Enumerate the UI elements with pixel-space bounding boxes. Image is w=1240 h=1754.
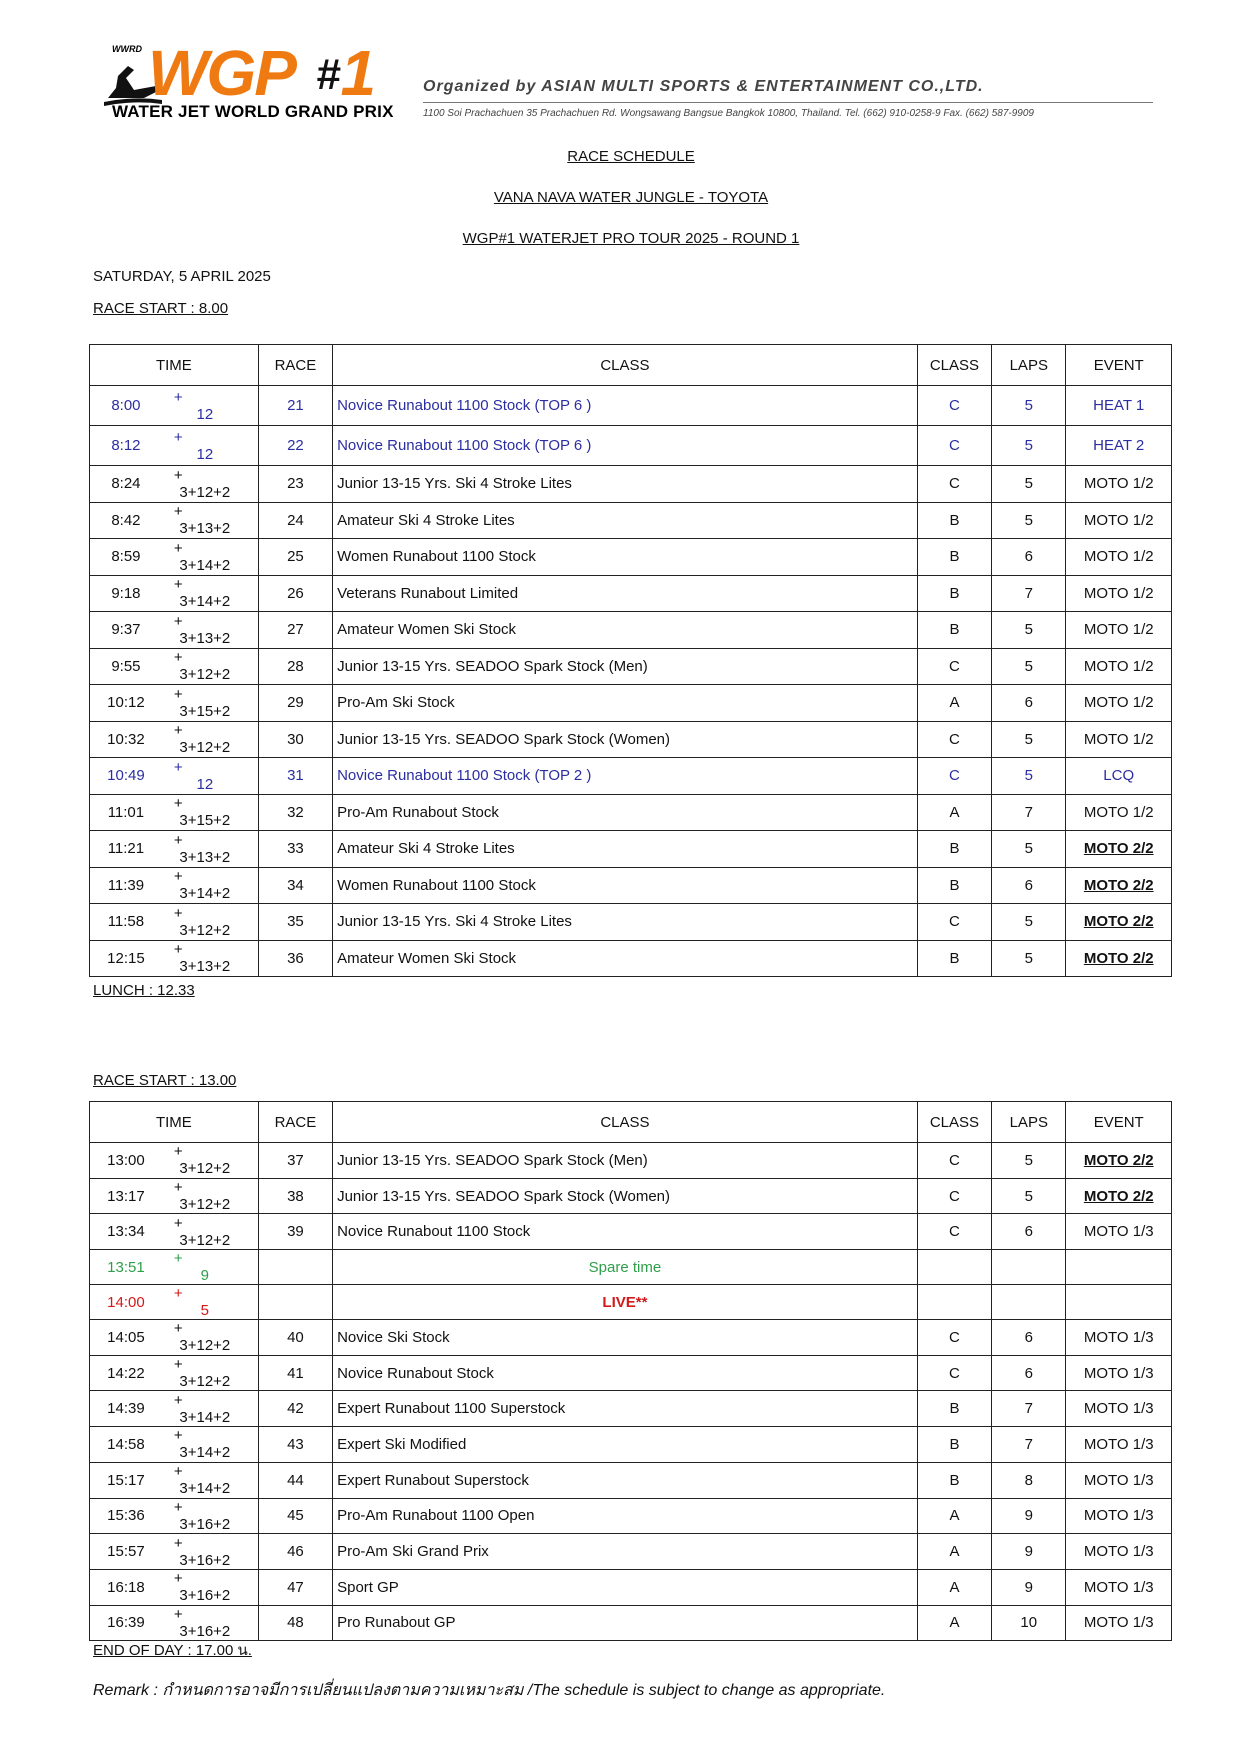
table-row (90, 904, 1172, 941)
cell-laps: 6 (992, 1320, 1066, 1356)
cell-event: MOTO 1/2 (1066, 502, 1172, 539)
cell-event: MOTO 2/2 (1066, 1178, 1172, 1214)
cell-class-code: A (917, 794, 991, 831)
cell-laps (992, 1250, 1066, 1285)
cell-race (258, 1250, 332, 1285)
cell-event (1066, 1250, 1172, 1285)
cell-laps: 9 (992, 1534, 1066, 1570)
cell-duration: +12 (162, 386, 258, 426)
logo-subtitle: WATER JET WORLD GRAND PRIX (112, 102, 394, 121)
cell-event: MOTO 1/2 (1066, 721, 1172, 758)
table-row (90, 1534, 1172, 1570)
cell-laps: 6 (992, 539, 1066, 576)
cell-class: Expert Runabout 1100 Superstock (333, 1391, 918, 1427)
cell-class: Junior 13-15 Yrs. Ski 4 Stroke Lites (333, 466, 918, 503)
cell-laps: 10 (992, 1605, 1066, 1641)
cell-laps: 5 (992, 612, 1066, 649)
cell-time: 12:15 (90, 940, 162, 977)
cell-race: 27 (258, 612, 332, 649)
cell-class-code: A (917, 1534, 991, 1570)
col-time: TIME (90, 345, 259, 386)
cell-laps: 5 (992, 466, 1066, 503)
cell-race: 25 (258, 539, 332, 576)
table-row (90, 648, 1172, 685)
cell-laps: 8 (992, 1462, 1066, 1498)
title-tour: WGP#1 WATERJET PRO TOUR 2025 - ROUND 1 (462, 230, 800, 247)
table-row (90, 758, 1172, 795)
cell-laps: 6 (992, 1355, 1066, 1391)
cell-class-code: C (917, 648, 991, 685)
table-row (90, 867, 1172, 904)
cell-class: Women Runabout 1100 Stock (333, 867, 918, 904)
cell-event: MOTO 1/2 (1066, 612, 1172, 649)
cell-event (1066, 1285, 1172, 1320)
cell-time: 13:00 (90, 1143, 162, 1179)
cell-class: Pro-Am Runabout 1100 Open (333, 1498, 918, 1534)
cell-laps: 5 (992, 904, 1066, 941)
cell-laps: 7 (992, 794, 1066, 831)
cell-class-note: LIVE** (333, 1285, 918, 1320)
cell-laps: 5 (992, 1178, 1066, 1214)
cell-event: MOTO 1/3 (1066, 1605, 1172, 1641)
cell-race: 37 (258, 1143, 332, 1179)
cell-class: Pro-Am Ski Stock (333, 685, 918, 722)
cell-class-code: C (917, 904, 991, 941)
cell-race: 34 (258, 867, 332, 904)
cell-class: Pro-Am Ski Grand Prix (333, 1534, 918, 1570)
cell-event: MOTO 1/3 (1066, 1427, 1172, 1463)
cell-event: MOTO 1/3 (1066, 1569, 1172, 1605)
cell-class: Novice Ski Stock (333, 1320, 918, 1356)
cell-laps (992, 1285, 1066, 1320)
cell-class-code: B (917, 1427, 991, 1463)
cell-race: 47 (258, 1569, 332, 1605)
cell-duration: +3+12+2 (162, 466, 258, 503)
cell-race: 24 (258, 502, 332, 539)
table-row (90, 721, 1172, 758)
cell-time: 9:18 (90, 575, 162, 612)
cell-laps: 5 (992, 426, 1066, 466)
cell-time: 10:12 (90, 685, 162, 722)
cell-race: 32 (258, 794, 332, 831)
cell-class-code: B (917, 539, 991, 576)
cell-race: 31 (258, 758, 332, 795)
cell-time: 10:49 (90, 758, 162, 795)
cell-time: 15:17 (90, 1462, 162, 1498)
table-row (90, 502, 1172, 539)
cell-class: Pro-Am Runabout Stock (333, 794, 918, 831)
cell-duration: +3+12+2 (162, 1214, 258, 1250)
cell-duration: +3+14+2 (162, 539, 258, 576)
table-row (90, 831, 1172, 868)
cell-duration: +3+13+2 (162, 612, 258, 649)
organizer-text: Organized by ASIAN MULTI SPORTS & ENTERTAINMENT CO.,LTD. (423, 78, 984, 95)
schedule-table-afternoon (89, 1101, 1172, 1641)
table-row (90, 1214, 1172, 1250)
cell-laps: 5 (992, 1143, 1066, 1179)
cell-duration: +3+12+2 (162, 1178, 258, 1214)
cell-laps: 7 (992, 1391, 1066, 1427)
cell-class: Amateur Women Ski Stock (333, 612, 918, 649)
cell-race: 40 (258, 1320, 332, 1356)
cell-class-code: C (917, 758, 991, 795)
cell-class-code: B (917, 575, 991, 612)
cell-class-code: C (917, 721, 991, 758)
cell-event: LCQ (1066, 758, 1172, 795)
cell-time: 13:17 (90, 1178, 162, 1214)
cell-class: Novice Runabout 1100 Stock (TOP 6 ) (333, 386, 918, 426)
cell-duration: +9 (162, 1250, 258, 1285)
table-row (90, 1569, 1172, 1605)
cell-race: 43 (258, 1427, 332, 1463)
col-race: RACE (258, 345, 332, 386)
cell-laps: 7 (992, 1427, 1066, 1463)
col-laps: LAPS (992, 345, 1066, 386)
col-class-code: CLASS (917, 345, 991, 386)
cell-event: HEAT 1 (1066, 386, 1172, 426)
cell-time: 15:36 (90, 1498, 162, 1534)
cell-class: Novice Runabout 1100 Stock (333, 1214, 918, 1250)
cell-event: MOTO 2/2 (1066, 867, 1172, 904)
cell-duration: +3+12+2 (162, 1143, 258, 1179)
cell-event: MOTO 1/2 (1066, 539, 1172, 576)
table-row (90, 685, 1172, 722)
cell-class-code: C (917, 466, 991, 503)
cell-class: Junior 13-15 Yrs. SEADOO Spark Stock (Men) (333, 648, 918, 685)
cell-duration: +3+12+2 (162, 904, 258, 941)
cell-duration: +12 (162, 758, 258, 795)
cell-class: Women Runabout 1100 Stock (333, 539, 918, 576)
cell-laps: 5 (992, 940, 1066, 977)
cell-event: MOTO 1/2 (1066, 648, 1172, 685)
table-row (90, 1285, 1172, 1320)
cell-class-code: A (917, 1569, 991, 1605)
cell-event: MOTO 1/3 (1066, 1534, 1172, 1570)
cell-laps: 7 (992, 575, 1066, 612)
cell-duration: +3+14+2 (162, 575, 258, 612)
cell-laps: 5 (992, 386, 1066, 426)
cell-class: Junior 13-15 Yrs. SEADOO Spark Stock (Women) (333, 721, 918, 758)
cell-time: 10:32 (90, 721, 162, 758)
cell-duration: +3+13+2 (162, 940, 258, 977)
cell-duration: +3+14+2 (162, 1462, 258, 1498)
cell-time: 14:05 (90, 1320, 162, 1356)
cell-laps: 6 (992, 1214, 1066, 1250)
cell-event: MOTO 2/2 (1066, 831, 1172, 868)
cell-race: 48 (258, 1605, 332, 1641)
cell-race: 22 (258, 426, 332, 466)
table-header-row (90, 345, 1172, 386)
cell-class-code (917, 1285, 991, 1320)
col-laps: LAPS (992, 1102, 1066, 1143)
cell-race: 35 (258, 904, 332, 941)
cell-time: 15:57 (90, 1534, 162, 1570)
cell-laps: 6 (992, 685, 1066, 722)
cell-race: 29 (258, 685, 332, 722)
col-class-code: CLASS (917, 1102, 991, 1143)
cell-class-code (917, 1250, 991, 1285)
cell-duration: +3+13+2 (162, 831, 258, 868)
table-row (90, 940, 1172, 977)
cell-race: 33 (258, 831, 332, 868)
cell-time: 8:12 (90, 426, 162, 466)
cell-time: 14:39 (90, 1391, 162, 1427)
cell-event: MOTO 1/3 (1066, 1320, 1172, 1356)
cell-class-code: A (917, 1605, 991, 1641)
title-race-schedule: RACE SCHEDULE (567, 148, 695, 165)
cell-duration: +3+12+2 (162, 721, 258, 758)
table-row (90, 426, 1172, 466)
logo-wordmark: WGP (148, 37, 295, 109)
cell-class: Novice Runabout 1100 Stock (TOP 2 ) (333, 758, 918, 795)
table-row (90, 1605, 1172, 1641)
logo-number: #1 (316, 37, 377, 109)
cell-duration: +3+12+2 (162, 648, 258, 685)
cell-laps: 6 (992, 867, 1066, 904)
cell-race: 36 (258, 940, 332, 977)
cell-class-code: C (917, 1178, 991, 1214)
cell-event: MOTO 1/3 (1066, 1355, 1172, 1391)
cell-class: Expert Ski Modified (333, 1427, 918, 1463)
cell-class-code: B (917, 1391, 991, 1427)
cell-duration: +5 (162, 1285, 258, 1320)
col-race: RACE (258, 1102, 332, 1143)
table-row (90, 466, 1172, 503)
cell-event: MOTO 1/2 (1066, 685, 1172, 722)
cell-time: 8:59 (90, 539, 162, 576)
cell-event: MOTO 1/2 (1066, 466, 1172, 503)
race-start-morning: RACE START : 8.00 (93, 300, 229, 317)
cell-duration: +3+16+2 (162, 1498, 258, 1534)
cell-class-code: C (917, 1214, 991, 1250)
cell-class-code: A (917, 685, 991, 722)
table-row (90, 1462, 1172, 1498)
cell-duration: +3+12+2 (162, 1320, 258, 1356)
title-venue: VANA NAVA WATER JUNGLE - TOYOTA (493, 189, 769, 206)
cell-class: Novice Runabout 1100 Stock (TOP 6 ) (333, 426, 918, 466)
cell-race: 30 (258, 721, 332, 758)
cell-class: Sport GP (333, 1569, 918, 1605)
cell-class: Junior 13-15 Yrs. SEADOO Spark Stock (Men) (333, 1143, 918, 1179)
schedule-table-morning (89, 344, 1172, 977)
table-row (90, 794, 1172, 831)
cell-event: HEAT 2 (1066, 426, 1172, 466)
cell-class: Pro Runabout GP (333, 1605, 918, 1641)
cell-time: 13:51 (90, 1250, 162, 1285)
cell-event: MOTO 1/2 (1066, 575, 1172, 612)
cell-time: 11:01 (90, 794, 162, 831)
table-row (90, 1427, 1172, 1463)
cell-time: 8:24 (90, 466, 162, 503)
wgp-logo (104, 37, 404, 124)
cell-duration: +3+12+2 (162, 1355, 258, 1391)
cell-time: 13:34 (90, 1214, 162, 1250)
end-of-day-note: END OF DAY : 17.00 น. (93, 1642, 252, 1659)
col-class: CLASS (333, 345, 918, 386)
cell-class-code: C (917, 386, 991, 426)
cell-race: 42 (258, 1391, 332, 1427)
cell-race: 45 (258, 1498, 332, 1534)
cell-time: 11:39 (90, 867, 162, 904)
table-row (90, 612, 1172, 649)
cell-laps: 9 (992, 1498, 1066, 1534)
cell-class-note: Spare time (333, 1250, 918, 1285)
cell-duration: +3+16+2 (162, 1605, 258, 1641)
cell-duration: +3+16+2 (162, 1569, 258, 1605)
table-row (90, 575, 1172, 612)
cell-time: 14:00 (90, 1285, 162, 1320)
cell-race: 46 (258, 1534, 332, 1570)
cell-race: 38 (258, 1178, 332, 1214)
cell-time: 11:21 (90, 831, 162, 868)
table-row (90, 1143, 1172, 1179)
cell-class: Junior 13-15 Yrs. SEADOO Spark Stock (Women) (333, 1178, 918, 1214)
cell-event: MOTO 2/2 (1066, 904, 1172, 941)
cell-class: Veterans Runabout Limited (333, 575, 918, 612)
table-header-row (90, 1102, 1172, 1143)
table-row (90, 1391, 1172, 1427)
cell-class-code: A (917, 1498, 991, 1534)
cell-class-code: B (917, 940, 991, 977)
cell-class-code: B (917, 612, 991, 649)
cell-class-code: B (917, 867, 991, 904)
col-event: EVENT (1066, 1102, 1172, 1143)
cell-time: 9:55 (90, 648, 162, 685)
logo-tag: WWRD (112, 44, 142, 54)
cell-duration: +3+14+2 (162, 1427, 258, 1463)
race-start-afternoon: RACE START : 13.00 (93, 1072, 237, 1089)
cell-laps: 5 (992, 502, 1066, 539)
remark-note: Remark : กำหนดการอาจมีการเปลี่ยนแปลงตามความเหมาะสม /The schedule is subject to change as appropriate. (93, 1682, 886, 1699)
table-row (90, 1250, 1172, 1285)
cell-duration: +3+14+2 (162, 867, 258, 904)
col-event: EVENT (1066, 345, 1172, 386)
cell-duration: +3+13+2 (162, 502, 258, 539)
cell-laps: 5 (992, 831, 1066, 868)
cell-class-code: B (917, 502, 991, 539)
cell-class-code: C (917, 426, 991, 466)
col-class: CLASS (333, 1102, 918, 1143)
cell-duration: +3+15+2 (162, 685, 258, 722)
cell-race: 26 (258, 575, 332, 612)
cell-class-code: C (917, 1143, 991, 1179)
organizer-address: 1100 Soi Prachachuen 35 Prachachuen Rd. Wongsawang Bangsue Bangkok 10800, Thailand. Tel. (662) 910-0258-9 Fax. (662) 587-9909 (423, 108, 1034, 119)
cell-race: 23 (258, 466, 332, 503)
cell-class: Amateur Women Ski Stock (333, 940, 918, 977)
cell-class-code: B (917, 1462, 991, 1498)
table-row (90, 1498, 1172, 1534)
cell-laps: 9 (992, 1569, 1066, 1605)
col-time: TIME (90, 1102, 259, 1143)
cell-duration: +3+15+2 (162, 794, 258, 831)
cell-event: MOTO 2/2 (1066, 940, 1172, 977)
cell-event: MOTO 1/3 (1066, 1462, 1172, 1498)
cell-race: 39 (258, 1214, 332, 1250)
cell-race: 28 (258, 648, 332, 685)
cell-time: 8:00 (90, 386, 162, 426)
cell-event: MOTO 1/3 (1066, 1498, 1172, 1534)
table-row (90, 1178, 1172, 1214)
cell-race: 41 (258, 1355, 332, 1391)
cell-time: 11:58 (90, 904, 162, 941)
cell-class-code: B (917, 831, 991, 868)
table-row (90, 1320, 1172, 1356)
race-day: SATURDAY, 5 APRIL 2025 (93, 268, 271, 285)
cell-laps: 5 (992, 648, 1066, 685)
table-row (90, 539, 1172, 576)
cell-laps: 5 (992, 721, 1066, 758)
cell-class: Junior 13-15 Yrs. Ski 4 Stroke Lites (333, 904, 918, 941)
cell-race: 21 (258, 386, 332, 426)
cell-duration: +12 (162, 426, 258, 466)
cell-time: 16:18 (90, 1569, 162, 1605)
cell-class: Expert Runabout Superstock (333, 1462, 918, 1498)
cell-duration: +3+16+2 (162, 1534, 258, 1570)
cell-event: MOTO 1/3 (1066, 1214, 1172, 1250)
cell-class: Amateur Ski 4 Stroke Lites (333, 831, 918, 868)
cell-duration: +3+14+2 (162, 1391, 258, 1427)
cell-class: Novice Runabout Stock (333, 1355, 918, 1391)
cell-time: 16:39 (90, 1605, 162, 1641)
cell-class: Amateur Ski 4 Stroke Lites (333, 502, 918, 539)
table-row (90, 1355, 1172, 1391)
header-divider (423, 102, 1153, 103)
cell-race: 44 (258, 1462, 332, 1498)
cell-time: 8:42 (90, 502, 162, 539)
table-row (90, 386, 1172, 426)
cell-event: MOTO 1/2 (1066, 794, 1172, 831)
cell-class-code: C (917, 1320, 991, 1356)
lunch-note: LUNCH : 12.33 (93, 982, 195, 999)
cell-race (258, 1285, 332, 1320)
cell-event: MOTO 2/2 (1066, 1143, 1172, 1179)
cell-time: 9:37 (90, 612, 162, 649)
cell-time: 14:22 (90, 1355, 162, 1391)
cell-laps: 5 (992, 758, 1066, 795)
cell-time: 14:58 (90, 1427, 162, 1463)
cell-event: MOTO 1/3 (1066, 1391, 1172, 1427)
cell-class-code: C (917, 1355, 991, 1391)
